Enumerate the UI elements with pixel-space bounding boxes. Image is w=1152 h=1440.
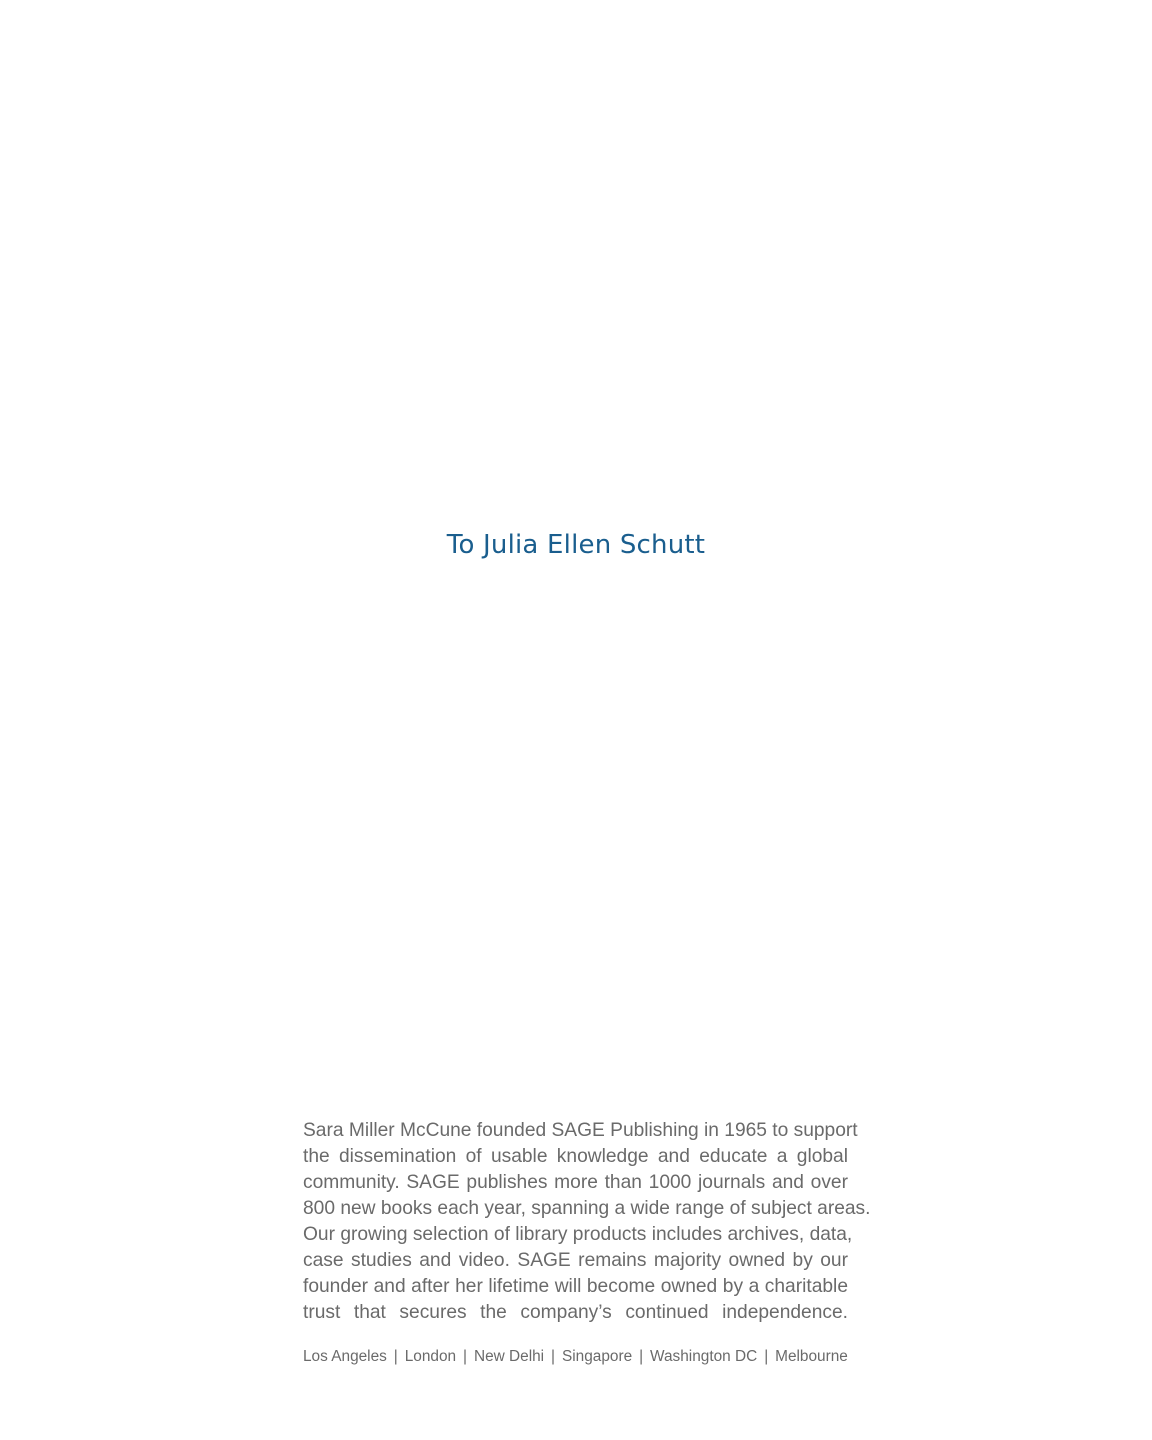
about-line: Our growing selection of library products includes archives, data, [303,1224,853,1245]
office-cities-list [303,1347,848,1367]
about-line: case studies and video. SAGE remains majority owned by our [303,1250,848,1271]
publisher-about-text [303,1118,871,1326]
city-los-angeles: Los Angeles [303,1348,387,1365]
about-line: Sara Miller McCune founded SAGE Publishing in 1965 to support [303,1120,858,1141]
about-line: trust that secures the company’s continued independence. [303,1302,848,1323]
about-line: 800 new books each year, spanning a wide range of subject areas. [303,1198,871,1219]
city-new-delhi: New Delhi [473,1348,545,1365]
city-separator: | [764,1348,769,1365]
city-singapore: Singapore [561,1348,633,1365]
about-line: the dissemination of usable knowledge and educate a global [303,1146,848,1167]
city-separator: | [463,1348,468,1365]
about-line: founder and after her lifetime will become owned by a charitable [303,1276,848,1297]
city-separator: | [639,1348,644,1365]
publisher-about-block [303,1118,871,1367]
city-separator: | [393,1348,398,1365]
dedication-line: To Julia Ellen Schutt [446,530,706,560]
city-separator: | [551,1348,556,1365]
city-london: London [404,1348,457,1365]
city-washington-dc: Washington DC [650,1348,758,1365]
about-line: community. SAGE publishes more than 1000 journals and over [303,1172,848,1193]
city-melbourne: Melbourne [775,1348,848,1365]
